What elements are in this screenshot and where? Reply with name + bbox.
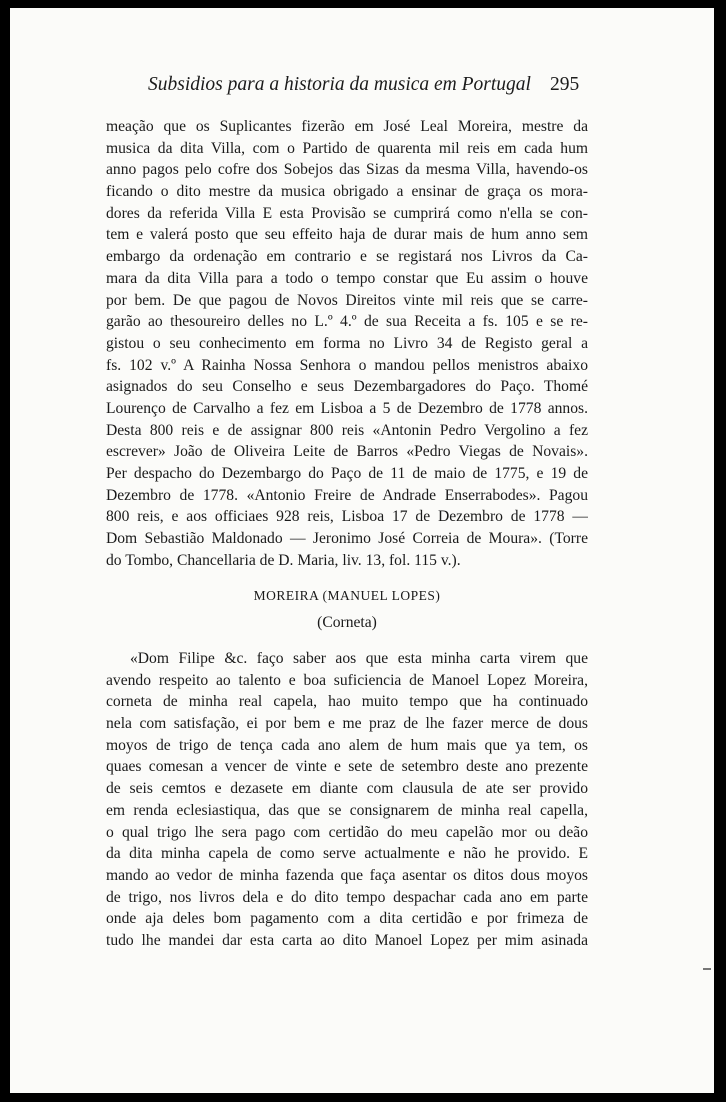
text-line: o qual trigo lhe sera pago com certidão do meu capelão mor ou deão (106, 823, 588, 841)
paragraph-1 (106, 116, 588, 571)
book-page (10, 8, 714, 1093)
text-line: 800 reis, e aos officiaes 928 reis, Lisboa 17 de Dezembro de 1778 — (106, 508, 588, 526)
text-line: embargo da ordenação em contrario e se registará nos Livros da Ca- (106, 248, 588, 266)
running-title: Subsidios para a historia da musica em Portugal (148, 74, 531, 95)
text-line: da dita minha capela de como serve actualmente e não he provido. E (106, 845, 588, 863)
text-line: quaes comesan a vencer de vinte e sete de setembro deste ano prezente (106, 758, 588, 776)
text-line: «Dom Filipe &c. faço saber aos que esta minha carta virem que (130, 650, 588, 667)
text-line: mando ao vedor de minha fazenda que faça asentar os ditos dous moyos (106, 866, 588, 884)
text-line: anno pagos pelo cofre dos Sobejos das Sizas da mesma Villa, havendo-os (106, 161, 588, 179)
text-line: de seis cemtos e dezasete em diante com clausula de ate ser provido (106, 780, 588, 798)
text-line: nela com satisfação, ei por bem e me praz de lhe fazer merce de dous (106, 715, 588, 733)
text-line: onde aja deles bom pagamento com a dita certidão e por frimeza de (106, 910, 588, 928)
text-line: tudo lhe mandei dar esta carta ao dito Manoel Lopez per mim asinada (106, 931, 588, 949)
text-line: mara da dita Villa para a todo o tempo constar que Eu assim o houve (106, 269, 588, 287)
text-line: de trigo, nos livros dela e do dito tempo despachar cada ano em parte (106, 888, 588, 906)
text-line: moyos de trigo de tença cada ano alem de hum mais que ya tem, os (106, 736, 588, 754)
text-line: tem e valerá posto que seu effeito haja de durar mais de hum anno sem (106, 226, 588, 244)
text-line: do Tombo, Chancellaria de D. Maria, liv. 13, fol. 115 v.). (106, 551, 461, 569)
text-line: em renda eclesiastiqua, das que se consignarem de minha real capella, (106, 801, 588, 819)
text-line: musica da dita Villa, com o Partido de quarenta mil reis em cada hum (106, 139, 588, 157)
text-line: fs. 102 v.º A Rainha Nossa Senhora o mandou pellos menistros abaixo (106, 356, 588, 374)
section-subtitle: (Corneta) (317, 614, 377, 631)
text-line: Dezembro de 1778. «Antonio Freire de Andrade Enserrabodes». Pagou (106, 486, 588, 504)
paragraph-2 (106, 648, 588, 952)
text-line: garão ao thesoureiro delles no L.º 4.º de sua Receita a fs. 105 e se re- (106, 313, 588, 331)
margin-mark (703, 968, 711, 970)
section-heading: MOREIRA (MANUEL LOPES) (253, 588, 441, 603)
text-line: dores da referida Villa E esta Provisão se cumprirá como n'ella se con- (106, 204, 588, 222)
text-line: corneta de minha real capela, hao muito tempo que ha continuado (106, 693, 588, 711)
text-line: por bem. De que pagou de Novos Direitos vinte mil reis que se carre- (106, 291, 588, 309)
text-line: Desta 800 reis e de assignar 800 reis «Antonin Pedro Vergolino a fez (106, 421, 588, 439)
text-line: Per despacho do Dezembargo do Paço de 11 de maio de 1775, e 19 de (106, 465, 588, 482)
text-line: meação que os Suplicantes fizerão em José Leal Moreira, mestre da (106, 118, 588, 135)
text-line: Lourenço de Carvalho a fez em Lisboa a 5 de Dezembro de 1778 annos. (106, 399, 588, 417)
text-line: ficando o dito mestre da musica obrigado a ensinar de graça os mora- (106, 183, 588, 201)
text-line: asignados do seu Conselho e seus Dezembargadores do Paço. Thomé (106, 378, 588, 396)
text-line: avendo respeito ao talento e boa suficiencia de Manoel Lopez Moreira, (106, 671, 588, 689)
page-number: 295 (550, 74, 580, 95)
text-line: Dom Sebastião Maldonado — Jeronimo José Correia de Moura». (Torre (106, 530, 588, 548)
text-line: escrever» João de Oliveira Leite de Barros «Pedro Viegas de Novais». (106, 443, 588, 461)
text-line: gistou o seu conhecimento em forma no Livro 34 de Registo geral a (106, 334, 588, 352)
